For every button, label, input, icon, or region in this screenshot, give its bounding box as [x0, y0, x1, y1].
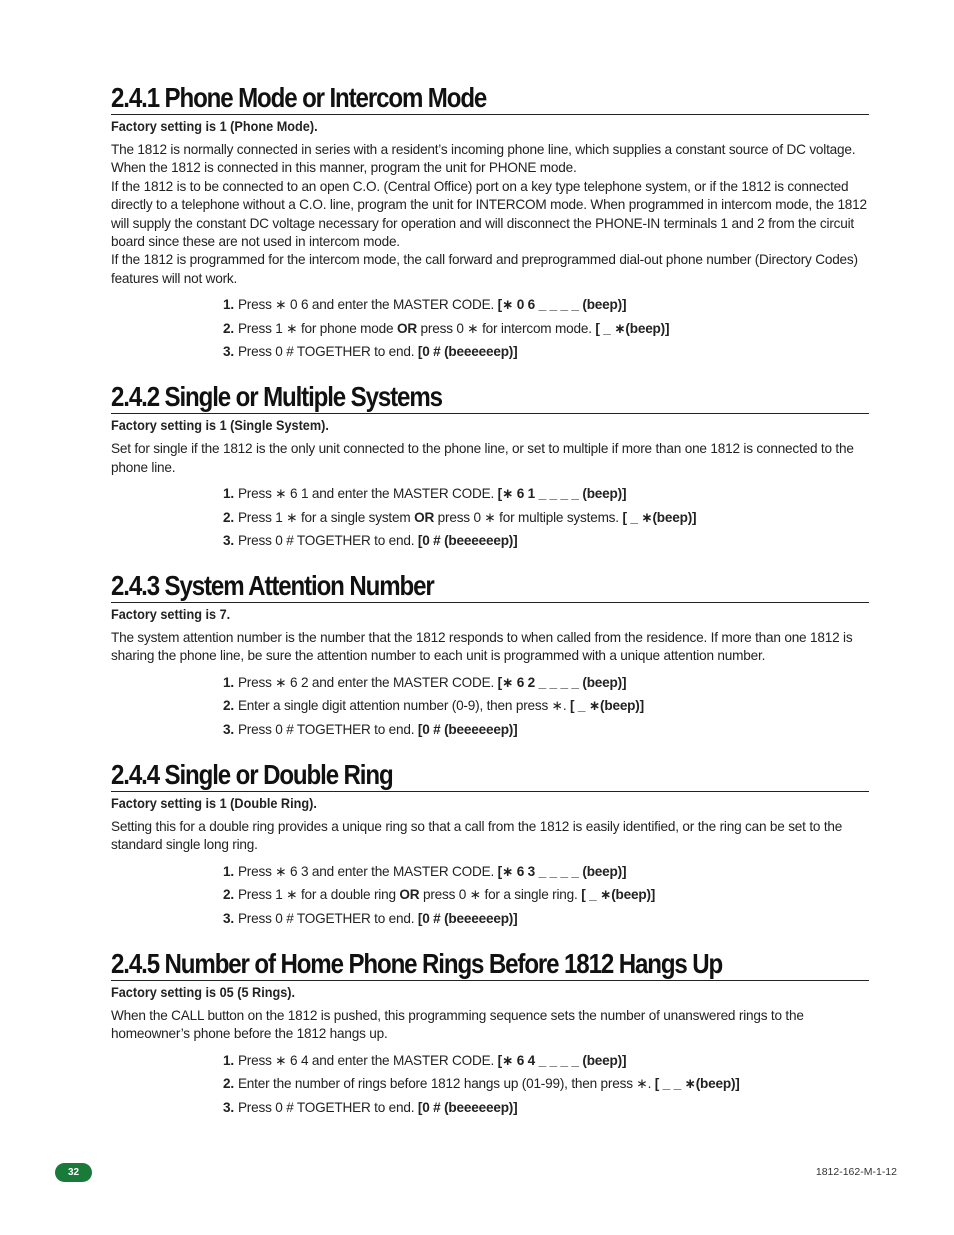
step-list: [223, 674, 869, 738]
step-item: [223, 1075, 869, 1092]
step-number: 1.: [223, 297, 234, 313]
heading-rule: [111, 602, 869, 603]
step-text: Press 1 ∗ for a single system: [237, 509, 415, 525]
section-3: [111, 570, 869, 738]
body-paragraph: If the 1812 is programmed for the intercom mode, the call forward and preprogrammed dial-out phone number (Directory Codes) features will not work.: [111, 252, 858, 286]
step-key-sequence: [0 # (beeeeeep)]: [417, 910, 518, 926]
step-item: [223, 721, 869, 738]
page-number-badge: 32: [55, 1163, 92, 1182]
step-number: 1.: [223, 863, 234, 879]
step-key-sequence: [∗ 0 6 _ _ _ _ (beep)]: [497, 297, 627, 313]
step-number: 1.: [223, 1052, 234, 1068]
step-item: [223, 343, 869, 360]
step-item: [223, 320, 869, 337]
step-key-sequence: [ _ ∗(beep)]: [581, 887, 656, 903]
body-paragraph: Set for single if the 1812 is the only unit connected to the phone line, or set to multiple if more than one 1812 is connected to the phone line.: [111, 441, 854, 475]
step-key-sequence: [∗ 6 4 _ _ _ _ (beep)]: [497, 1052, 627, 1068]
step-key-sequence: [∗ 6 3 _ _ _ _ (beep)]: [497, 863, 627, 879]
step-item: [223, 863, 869, 880]
body-paragraph: The 1812 is normally connected in series with a resident’s incoming phone line, which supplies a constant source of DC voltage. When the 1812 is connected in this manner, program the unit for PHONE mode.: [111, 142, 856, 176]
step-number: 2.: [223, 509, 234, 525]
step-number: 2.: [223, 1076, 234, 1091]
step-text: Enter the number of rings before 1812 hangs up (01-99), then press ∗.: [237, 1076, 655, 1091]
step-number: 3.: [223, 1099, 234, 1115]
heading-rule: [111, 413, 869, 414]
step-key-sequence: OR: [399, 887, 420, 903]
heading-rule: [111, 791, 869, 792]
step-text: Press 0 # TOGETHER to end.: [237, 533, 418, 549]
step-item: [223, 697, 869, 714]
section-2: [111, 381, 869, 549]
document-code: 1812-162-M-1-12: [815, 1166, 897, 1178]
factory-setting: Factory setting is 1 (Single System).: [111, 418, 329, 434]
step-text: Press 0 # TOGETHER to end.: [237, 1099, 418, 1115]
step-list: [223, 1052, 869, 1116]
section-heading: 2.4.2 Single or Multiple Systems: [111, 381, 442, 413]
step-item: [223, 509, 869, 526]
step-key-sequence: [0 # (beeeeeep)]: [417, 344, 518, 360]
step-item: [223, 1052, 869, 1069]
body-paragraph: If the 1812 is to be connected to an open C.O. (Central Office) port on a key type telephone system, or if the 1812 is connected directly to a telephone without a C.O. line, program the unit for INTERCOM mode. When programmed in intercom mode, the 1812 will supply the constant DC voltage necessary for operation and will disconnect the PHONE-IN terminals 1 and 2 from the circuit board since these are not used in intercom mode.: [111, 178, 867, 250]
step-text: Press 0 # TOGETHER to end.: [237, 721, 418, 737]
step-item: [223, 910, 869, 927]
step-text: Press 0 # TOGETHER to end.: [237, 344, 418, 360]
step-key-sequence: [∗ 6 1 _ _ _ _ (beep)]: [497, 486, 627, 502]
factory-setting: Factory setting is 1 (Phone Mode).: [111, 119, 318, 134]
section-1: [111, 82, 869, 360]
step-key-sequence: [ _ ∗(beep)]: [622, 509, 697, 525]
step-number: 2.: [223, 887, 234, 903]
step-list: [223, 296, 869, 360]
step-item: [223, 485, 869, 502]
factory-setting: Factory setting is 05 (5 Rings).: [111, 984, 296, 1000]
step-text: press 0 ∗ for multiple systems.: [434, 509, 623, 525]
step-item: [223, 532, 869, 549]
step-text: Press ∗ 0 6 and enter the MASTER CODE.: [237, 297, 498, 313]
step-item: [223, 296, 869, 313]
step-key-sequence: [∗ 6 2 _ _ _ _ (beep)]: [497, 674, 627, 690]
step-key-sequence: [0 # (beeeeeep)]: [417, 1099, 518, 1115]
step-text: press 0 ∗ for intercom mode.: [416, 320, 596, 336]
step-number: 3.: [223, 344, 234, 360]
step-key-sequence: [ _ _ ∗(beep)]: [654, 1076, 740, 1091]
heading-rule: [111, 114, 869, 115]
step-list: [223, 485, 869, 549]
body-paragraph: When the CALL button on the 1812 is pushed, this programming sequence sets the number of unanswered rings to the homeowner’s phone before the 1812 hangs up.: [111, 1007, 804, 1042]
heading-rule: [111, 980, 869, 981]
step-text: Press ∗ 6 1 and enter the MASTER CODE.: [237, 486, 498, 502]
step-key-sequence: OR: [414, 509, 435, 525]
step-key-sequence: OR: [396, 320, 417, 336]
step-text: Press ∗ 6 2 and enter the MASTER CODE.: [237, 674, 498, 690]
section-heading: 2.4.1 Phone Mode or Intercom Mode: [111, 82, 487, 113]
step-text: press 0 ∗ for a single ring.: [419, 887, 582, 903]
section-5: [111, 948, 869, 1116]
step-number: 3.: [223, 721, 234, 737]
step-key-sequence: [0 # (beeeeeep)]: [417, 721, 518, 737]
step-text: Press 0 # TOGETHER to end.: [237, 910, 418, 926]
step-number: 2.: [223, 320, 234, 336]
step-item: [223, 886, 869, 903]
step-number: 3.: [223, 910, 234, 926]
step-text: Enter a single digit attention number (0-9), then press ∗.: [237, 698, 570, 714]
section-heading: 2.4.4 Single or Double Ring: [111, 758, 393, 790]
factory-setting: Factory setting is 1 (Double Ring).: [111, 795, 317, 811]
step-text: Press ∗ 6 4 and enter the MASTER CODE.: [237, 1052, 498, 1068]
step-item: [223, 674, 869, 691]
step-text: Press 1 ∗ for phone mode: [237, 320, 397, 336]
step-text: Press ∗ 6 3 and enter the MASTER CODE.: [237, 863, 498, 879]
section-heading: 2.4.5 Number of Home Phone Rings Before 1812 Hangs Up: [111, 947, 723, 979]
step-key-sequence: [ _ ∗(beep)]: [595, 320, 670, 336]
step-number: 1.: [223, 674, 234, 690]
step-item: [223, 1099, 869, 1116]
body-paragraph: Setting this for a double ring provides a unique ring so that a call from the 1812 is easily identified, or the ring can be set to the standard single long ring.: [111, 818, 843, 853]
document-content: [111, 82, 869, 1137]
step-number: 2.: [223, 698, 234, 714]
step-number: 1.: [223, 486, 234, 502]
step-text: Press 1 ∗ for a double ring: [237, 887, 400, 903]
step-key-sequence: [ _ ∗(beep)]: [570, 698, 644, 714]
section-4: [111, 759, 869, 927]
section-heading: 2.4.3 System Attention Number: [111, 570, 434, 602]
step-key-sequence: [0 # (beeeeeep)]: [417, 533, 518, 549]
body-paragraph: The system attention number is the number that the 1812 responds to when called from the residence. If more than one 1812 is sharing the phone line, be sure the attention number to each unit is programmed with a unique attention number.: [111, 630, 853, 664]
step-list: [223, 863, 869, 927]
step-number: 3.: [223, 533, 234, 549]
factory-setting: Factory setting is 7.: [111, 607, 231, 623]
